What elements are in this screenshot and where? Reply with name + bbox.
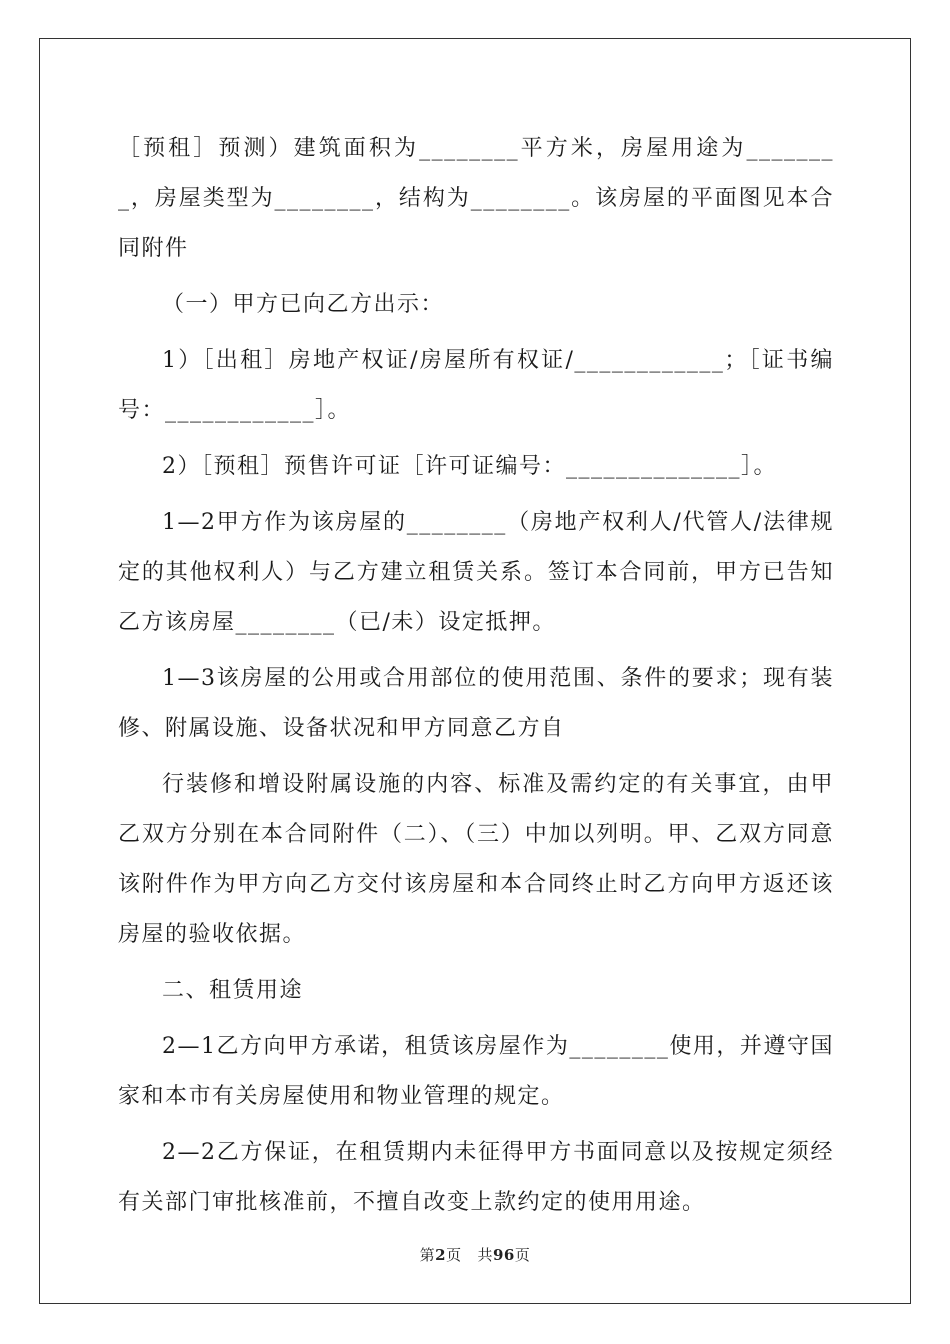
paragraph-5: 1—2甲方作为该房屋的________（房地产权利人/代管人/法律规定的其他权利人）与乙方建立租赁关系。签订本合同前，甲方已告知乙方该房屋________（已/未）设定抵押。 xyxy=(118,510,834,635)
paragraph-10: 2—2乙方保证，在租赁期内未征得甲方书面同意以及按规定须经有关部门审批核准前，不擅自改变上款约定的使用用途。 xyxy=(118,1140,834,1215)
paragraph-9: 2—1乙方向甲方承诺，租赁该房屋作为________使用，并遵守国家和本市有关房屋使用和物业管理的规定。 xyxy=(118,1034,834,1109)
paragraph-3: 1）［出租］房地产权证/房屋所有权证/____________；［证书编号：____________］。 xyxy=(118,348,834,423)
section-heading: 二、租赁用途 xyxy=(162,978,304,1003)
page-footer xyxy=(0,1244,950,1265)
footer-total-prefix: 共 xyxy=(477,1246,493,1264)
paragraph-4: 2）［预租］预售许可证［许可证编号：______________］。 xyxy=(162,454,777,479)
paragraph-6: 1—3该房屋的公用或合用部位的使用范围、条件的要求；现有装修、附属设施、设备状况和甲方同意乙方自 xyxy=(118,666,834,741)
document-body xyxy=(118,124,834,1234)
paragraph-1: ［预租］预测）建筑面积为________平方米，房屋用途为________，房屋类型为________，结构为________。该房屋的平面图见本合同附件 xyxy=(118,136,834,261)
paragraph-2: （一）甲方已向乙方出示： xyxy=(162,292,445,317)
footer-prefix: 第 xyxy=(419,1246,436,1264)
paragraph-7: 行装修和增设附属设施的内容、标准及需约定的有关事宜，由甲乙双方分别在本合同附件（二）、（三）中加以列明。甲、乙双方同意该附件作为甲方向乙方交付该房屋和本合同终止时乙方向甲方返还该房屋的验收依据。 xyxy=(118,772,834,947)
current-page-number: 2 xyxy=(435,1246,447,1264)
total-pages-number: 96 xyxy=(492,1246,515,1264)
footer-total-suffix: 页 xyxy=(514,1246,531,1264)
footer-page-suffix: 页 xyxy=(446,1246,462,1264)
